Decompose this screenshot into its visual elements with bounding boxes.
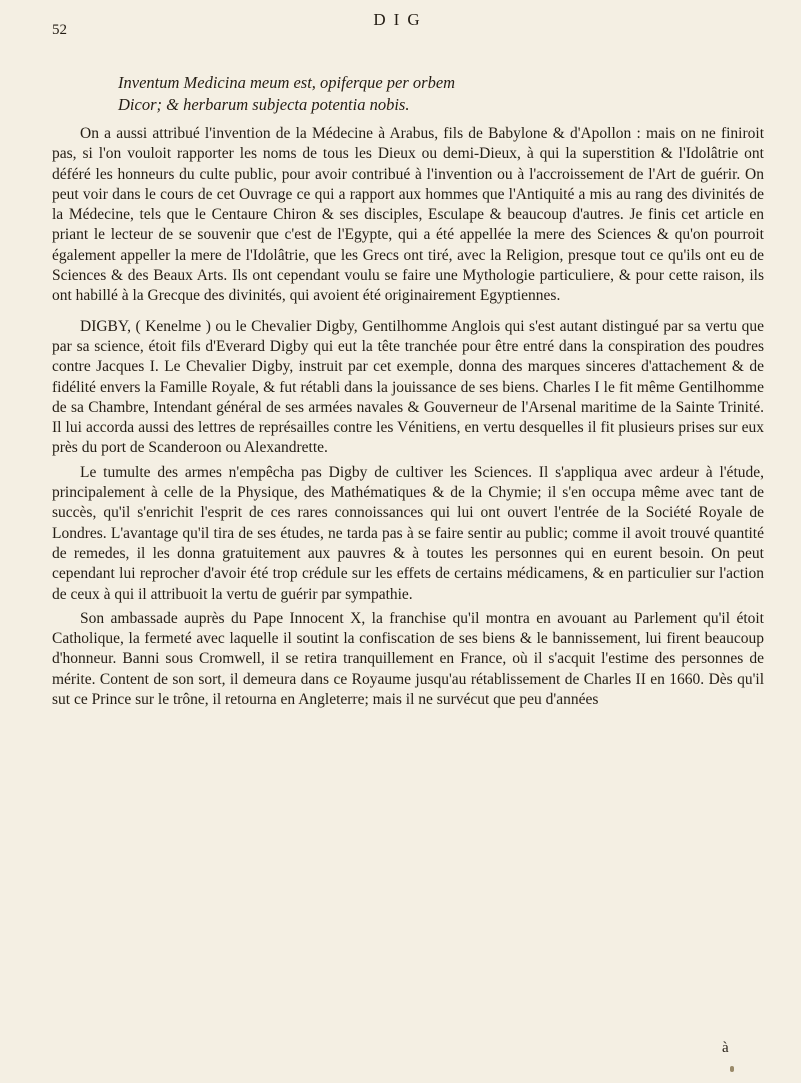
epigraph-line-2: Dicor; & herbarum subjecta potentia nobis. — [118, 95, 410, 114]
paragraph-digby-entry: DIGBY, ( Kenelme ) ou le Chevalier Digby, Gentilhomme Anglois qui s'est autant distingué par sa vertu que par sa science, étoit fils d'Everard Digby qui eut la tête tranchée pour être entré dans la conspiration des poudres contre Jacques I. Le Chevalier Digby, instruit par cet exemple, donna des marques sinceres d'attachement & de fidélité envers la Famille Royale, & fut rétabli dans la jouissance de ses biens. Charles I le fit même Gentilhomme de sa Chambre, Intendant général de ses armées navales & Gouverneur de l'Arsenal maritime de la Sainte Trinité. Il lui accorda aussi des lettres de représailles contre les Vénitiens, en vertu desquelles il fit plusieurs prises sur eux près du port de Scanderoon ou Alexandrette. — [52, 317, 764, 457]
page-header — [0, 8, 801, 38]
paper-speck — [730, 1066, 734, 1072]
epigraph — [118, 72, 718, 116]
paragraph-digby-sciences: Le tumulte des armes n'empêcha pas Digby de cultiver les Sciences. Il s'appliqua avec ardeur à l'étude, principalement à celle de la Physique, des Mathématiques & de la Chymie; il s'en occupa même avec tant de succès, qu'il s'enrichit l'esprit de ces rares connoissances qui lui ont ouvert l'entrée de la Société Royale de Londres. L'avantage qu'il tira de ses études, ne tarda pas à se faire sentir au public; comme il avoit trouvé quantité de remedes, il les donna gratuitement aux pauvres & à toutes les personnes qui en eurent besoin. On peut cependant lui reprocher d'avoir été trop crédule sur les effets de certains médicamens, & en particulier sur l'action de ceux à qui il attribuoit la vertu de guérir par sympathie. — [52, 463, 764, 603]
epigraph-line-1: Inventum Medicina meum est, opiferque per orbem — [118, 73, 456, 92]
article-body — [52, 124, 764, 714]
page-number: 52 — [52, 22, 67, 38]
running-head: DIG — [373, 10, 428, 29]
catchword: à — [722, 1040, 729, 1056]
paragraph-origins: On a aussi attribué l'invention de la Médecine à Arabus, fils de Babylone & d'Apollon : mais on ne finiroit pas, si l'on vouloit rapporter les noms de tous les Dieux ou demi-Dieux, à qui la superstition & l'Idolâtrie ont déféré les honneurs du culte public, pour avoir contribué à l'invention ou à l'accroissement de l'Art de guérir. On peut voir dans le cours de cet Ouvrage ce qui a rapport aux hommes que l'Antiquité a mis au rang des divinités de la Médecine, tels que le Centaure Chiron & ses disciples, Esculape & beaucoup d'autres. Je finis cet article en priant le lecteur de se souvenir que c'est de l'Egypte, qui a été appellée la mere des Sciences & qu'on pourroit également appeller la mere de l'Idolâtrie, que les Grecs ont tiré, avec la Religion, presque tout ce qu'ils ont eu de Sciences & des Beaux Arts. Ils ont cependant voulu se faire une Mythologie particuliere, & pour cette raison, ils ont habillé à la Grecque des divinités, qui avoient été originairement Egyptiennes. — [52, 125, 764, 305]
paragraph-digby-embassy: Son ambassade auprès du Pape Innocent X, la franchise qu'il montra en avouant au Parlement qu'il étoit Catholique, la fermeté avec laquelle il soutint la confiscation de ses biens & le bannissement, lui firent beaucoup d'honneur. Banni sous Cromwell, il se retira tranquillement en France, où il s'acquit l'estime des personnes de mérite. Content de son sort, il demeura dans ce Royaume jusqu'au rétablissement de Charles II en 1660. Dès qu'il sut ce Prince sur le trône, il retourna en Angleterre; mais il ne survécut que peu d'années — [52, 609, 764, 709]
